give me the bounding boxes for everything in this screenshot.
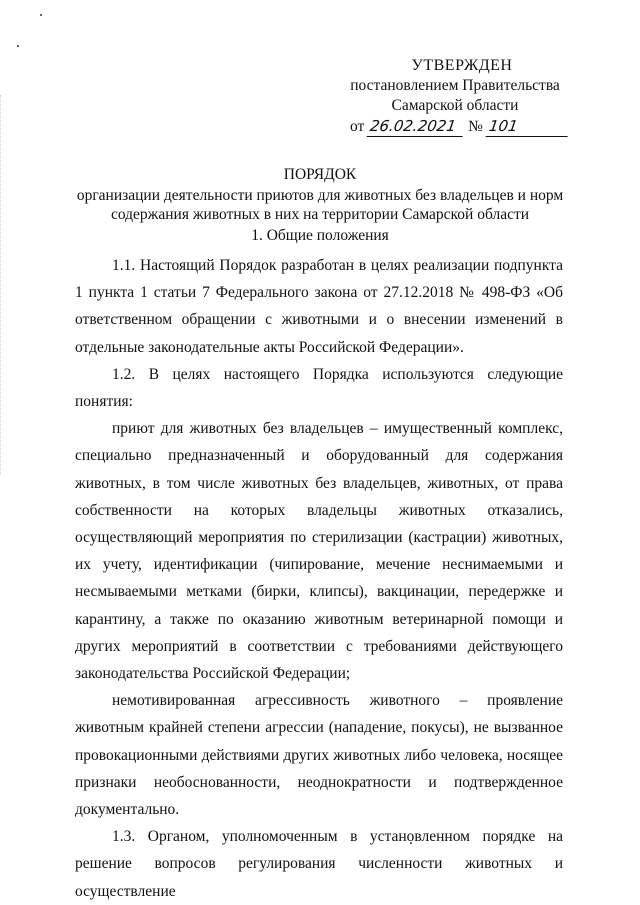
approval-date-line bbox=[340, 116, 570, 137]
approval-line-1: постановлением Правительства bbox=[350, 77, 560, 94]
scan-margin-marks bbox=[0, 95, 5, 475]
document-body bbox=[75, 252, 563, 905]
paragraph-1-1: 1.1. Настоящий Порядок разработан в целях реализации подпункта 1 пункта 1 статьи 7 Федерального закона от 27.12.2018 № 498-ФЗ «Об ответственном обращении с животными и о внесении изменений в отдельные законодательные акты Российской Федерации». bbox=[75, 257, 563, 356]
document-title: ПОРЯДОК bbox=[283, 166, 357, 183]
scan-speck bbox=[40, 14, 42, 16]
scan-speck bbox=[17, 45, 19, 47]
number-prefix: № bbox=[468, 118, 483, 135]
approval-line-2: Самарской области bbox=[391, 97, 519, 114]
definition-shelter: приют для животных без владельцев – имущественный комплекс, специально предназначенный и оборудованный для содержания животных, в том числе животных без владельцев, животных, от права собственности на которых владельцы животных отказались, осуществляющий мероприятия по стерилизации (кастрации) животных, их учету, идентификации (чипирование, мечение неснимаемыми и несмываемыми метками (бирки, клипсы), вакцинации, передержке и карантину, а также по оказанию животным ветеринарной помощи и других мероприятий в соответствии с требованиями действующего законодательства Российской Федерации; bbox=[75, 420, 563, 683]
definition-aggression: немотивированная агрессивность животного – проявление животным крайней степени агрессии (нападение, покусы), не вызванное провокационными действиями других животных либо человека, носящее признаки необоснованности, неоднократности и подтвержденное документально. bbox=[75, 692, 563, 819]
approval-stamp-block bbox=[340, 56, 570, 137]
handwritten-number: 101 bbox=[485, 116, 570, 137]
paragraph-1-3: 1.3. Органом, уполномоченным в установленном порядке на решение вопросов регулирования численности животных и осуществление bbox=[75, 828, 563, 900]
paragraph-1-2: 1.2. В целях настоящего Порядка используются следующие понятия: bbox=[75, 365, 563, 411]
section-heading: 1. Общие положения bbox=[251, 227, 389, 244]
document-subtitle: организации деятельности приютов для животных без владельцев и норм содержания животных в них на территории Самарской области bbox=[76, 187, 564, 223]
handwritten-date: 26.02.2021 bbox=[367, 116, 466, 137]
approval-title: УТВЕРЖДЕН bbox=[411, 57, 513, 74]
date-prefix: от bbox=[350, 118, 365, 135]
